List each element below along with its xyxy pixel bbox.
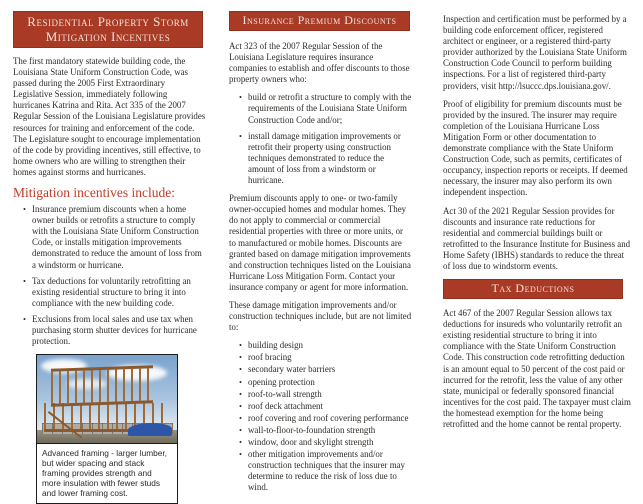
section-header-tax-deductions [443, 279, 623, 299]
mitigation-techniques-list [229, 340, 412, 493]
discounts-techniques-paragraph: These damage mitigation improvements and/or construction techniques include, but are not limited to: [229, 299, 412, 333]
list-item: • other mitigation improvements and/or construction techniques that the insurer may determine to reduce the risk of loss due to wind. [239, 449, 412, 493]
act-30-paragraph: Act 30 of the 2021 Regular Session provides for discounts and insurance rate reductions for residential and commercial buildings built or retrofitted to the Insurance Institute for Business and Home Safety (IBHS) standards to reduce the threat of loss due to windstorm events. [443, 205, 631, 271]
list-item: • Exclusions from local sales and use tax when purchasing storm shutter devices for hurricane protection. [23, 314, 206, 347]
panel-storm-mitigation [13, 0, 206, 504]
panel-inspection-tax [443, 0, 631, 437]
construction-photo-figure [36, 354, 178, 504]
list-item: • roof deck attachment [239, 401, 412, 412]
list-item: • roof bracing [239, 352, 412, 363]
discount-conditions-list [229, 92, 412, 186]
section-header-insurance-discounts [229, 11, 410, 31]
list-item: • Tax deductions for voluntarily retrofitting an existing residential structure to bring it into compliance with the new building code. [23, 276, 206, 309]
list-item: • roof covering and roof covering performance [239, 413, 412, 424]
subhead-mitigation-incentives: Mitigation incentives include: [13, 185, 175, 201]
wood-frame-upper [51, 365, 153, 407]
tax-deductions-paragraph: Act 467 of the 2007 Regular Session allows tax deductions for insureds who voluntarily retrofit an existing residential structure to bring it into compliance with the State Uniform Construction Code. This construction code retrofitting deduction is an amount equal to 50 percent of the cost paid or incurred for the retrofit, less the value of any other state, municipal or federally sponsored financial incentives for the cost paid. The taxpayer must claim the homestead exemption for the home being retrofitted and the home cannot be rental property. [443, 308, 631, 429]
section-header-text: Tax Deductions [491, 281, 575, 296]
discounts-eligibility-paragraph: Premium discounts apply to one- or two-family owner-occupied homes and modular homes. They do not apply to commercial or commercial residential properties with three or more units, or to manufactured or mobile homes. Discounts are granted based on damage mitigation improvements and construction techniques listed on the Louisiana Hurricane Loss Mitigation Form. Contact your insurance company or agent for more information. [229, 193, 411, 292]
list-item: • Insurance premium discounts when a home owner builds or retrofits a structure to comply with the Louisiana State Uniform Construction Code, or installs mitigation improvements demonstrated to reduce the amount of loss from a windstorm or hurricane. [23, 204, 206, 271]
inspection-paragraph: Inspection and certification must be performed by a building code enforcement officer, registered architect or engineer, or a registered third-party provider authorized by the Louisiana State Uniform Construction Code Council to perform building inspections. For a list of registered third-party providers, visit http://lsuccc.dps.louisiana.gov/. [443, 14, 627, 91]
list-item: • install damage mitigation improvements or retrofit their property using construction techniques demonstrated to reduce the amount of loss from a windstorm or hurricane. [239, 131, 412, 186]
list-item: • build or retrofit a structure to comply with the requirements of the Louisiana State Uniform Construction Code and/or; [239, 92, 412, 125]
panel-insurance-premium-discounts [229, 0, 412, 500]
mitigation-incentives-list [13, 204, 206, 347]
list-item: • building design [239, 340, 412, 351]
blue-tarp-shape [128, 423, 172, 436]
section-header-text: Residential Property Storm Mitigation Incentives [27, 14, 189, 44]
list-item: • roof-to-wall strength [239, 389, 412, 400]
section-header-text: Insurance Premium Discounts [242, 13, 397, 27]
list-item: • opening protection [239, 377, 412, 388]
section-header-storm-mitigation [13, 11, 203, 48]
list-item: • secondary water barriers [239, 364, 412, 375]
storm-intro-paragraph: The first mandatory statewide building code, the Louisiana State Uniform Construction Code, was passed during the 2005 First Extraordinary Legislative Session, immediately following hurricanes Katrina and Rita. Act 335 of the 2007 Regular Session of the Louisiana Legislature provides resources for training and enforcement of the code. The Legislature sought to encourage implementation of the code by providing incentives, still effective, to home owners who are willing to strengthen their homes against storms and hurricanes. [13, 56, 206, 177]
proof-of-eligibility-paragraph: Proof of eligibility for premium discounts must be provided by the insured. The insurer may require completion of the Louisiana Hurricane Loss Mitigation Form or other documentation to demonstrate compliance with the State Uniform Construction Code, such as permits, certificates of occupancy, inspection reports or receipts. If deemed necessary, the insurer may also perform its own independent inspection. [443, 98, 628, 198]
list-item: • wall-to-floor-to-foundation strength [239, 425, 412, 436]
list-item: • window, door and skylight strength [239, 437, 412, 448]
construction-photo [37, 355, 177, 443]
photo-caption: Advanced framing - larger lumber, but wider spacing and stack framing provides strength and more insulation with fewer studs and lower framing cost. [37, 443, 177, 503]
discounts-intro-paragraph: Act 323 of the 2007 Regular Session of the Louisiana Legislature requires insurance companies to establish and offer discounts to those property owners who: [229, 41, 410, 85]
